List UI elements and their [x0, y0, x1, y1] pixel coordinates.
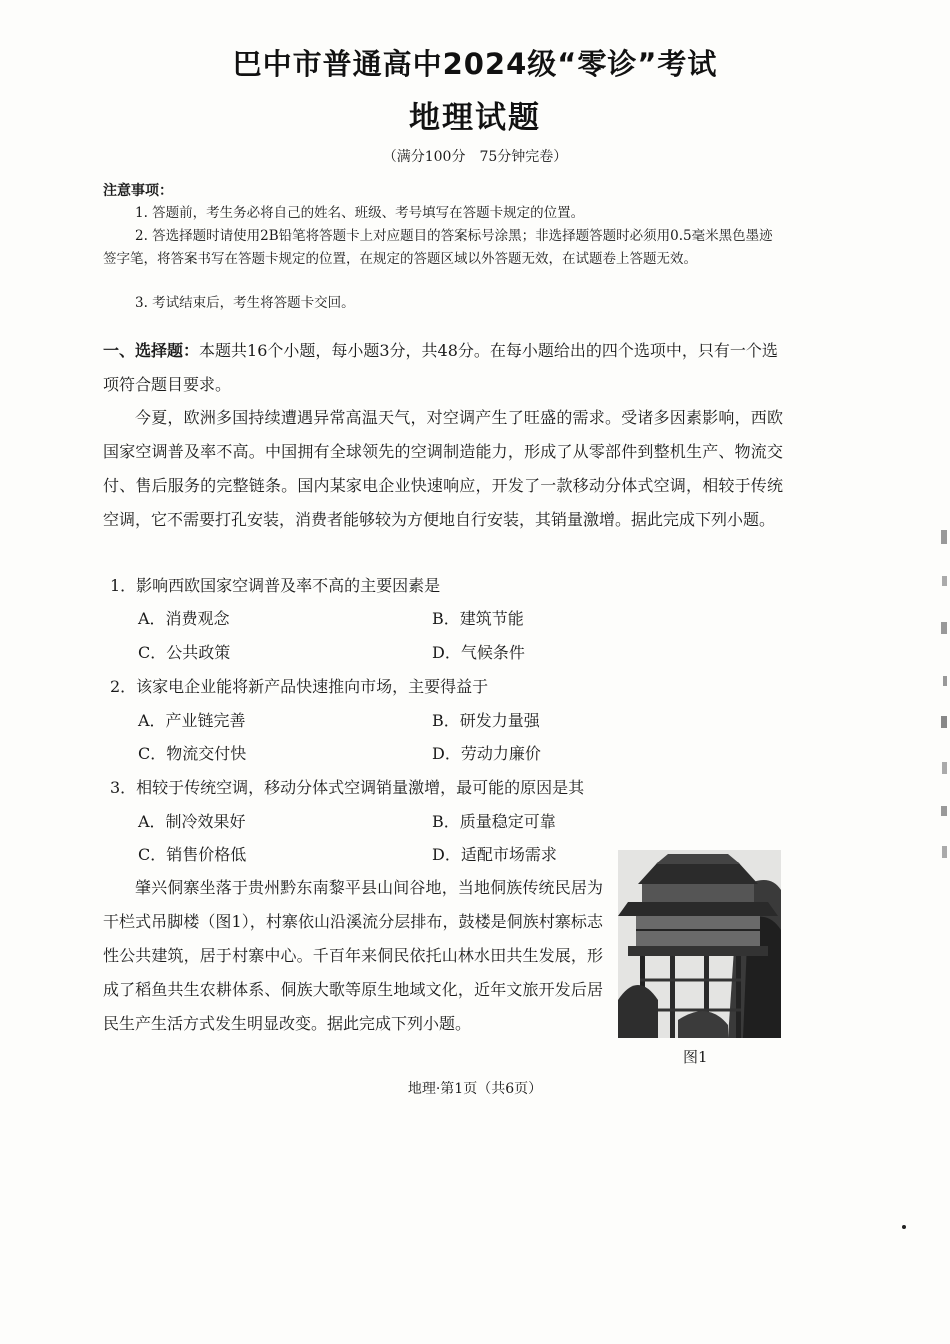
subject-title: 地理试题 — [409, 100, 541, 136]
q1-option-a: A．消费观念 — [138, 609, 230, 628]
q3-option-c: C．销售价格低 — [138, 845, 247, 864]
q2-option-a: A．产业链完善 — [138, 711, 246, 730]
passage-2: 肇兴侗寨坐落于贵州黔东南黎平县山间谷地，当地侗族传统民居为干栏式吊脚楼（图1），村寨依山沿溪流分层排布，鼓楼是侗族村寨标志性公共建筑，居于村寨中心。千百年来侗民依托山林水田共生发展，形成了稻鱼共生农耕体系、侗族大歌等原生地域文化，近年文旅开发后居民生产生活方式发生明显改变。据此完成下列小题。 — [103, 878, 603, 1033]
q3-option-d: D．适配市场需求 — [432, 845, 557, 864]
margin-bleed-marks — [938, 530, 950, 860]
section-instructions: 本题共16个小题，每小题3分，共48分。在每小题给出的四个选项中，只有一个选项符合题目要求。 — [103, 341, 778, 394]
question-1: 1．影响西欧国家空调普及率不高的主要因素是 — [110, 576, 441, 595]
notice-item-2: 2. 答选择题时请使用2B铅笔将答题卡上对应题目的答案标号涂黑；非选择题答题时必须用0.5毫米黑色墨迹签字笔，将答案书写在答题卡规定的位置，在规定的答题区域以外答题无效，在试题卷上答题无效。 — [103, 228, 773, 267]
q1-option-c: C．公共政策 — [138, 643, 231, 662]
drum-tower-illustration — [618, 850, 781, 1038]
notice-item-1: 1. 答题前，考生务必将自己的姓名、班级、考号填写在答题卡规定的位置。 — [135, 205, 585, 221]
q2-option-b: B．研发力量强 — [432, 711, 540, 730]
figure-caption: 图1 — [683, 1048, 708, 1066]
q2-option-d: D．劳动力廉价 — [432, 744, 541, 763]
section-label: 一、选择题： — [103, 341, 200, 360]
drum-tower-photo — [618, 850, 781, 1038]
passage-1: 今夏，欧洲多国持续遭遇异常高温天气，对空调产生了旺盛的需求。受诸多因素影响，西欧国家空调普及率不高。中国拥有全球领先的空调制造能力，形成了从零部件到整机生产、物流交付、售后服务的完整链条。国内某家电企业快速响应，开发了一款移动分体式空调，相较于传统空调，它不需要打孔安装，消费者能够较为方便地自行安装，其销量激增。据此完成下列小题。 — [103, 408, 783, 529]
section-heading — [103, 334, 783, 402]
notice-heading: 注意事项： — [103, 183, 173, 199]
q2-option-c: C．物流交付快 — [138, 744, 247, 763]
exam-title: 巴中市普通高中2024级“零诊”考试 — [232, 47, 718, 81]
q1-option-d: D．气候条件 — [432, 643, 525, 662]
notice-item-3: 3. 考试结束后，考生将答题卡交回。 — [135, 295, 355, 311]
q3-option-b: B．质量稳定可靠 — [432, 812, 556, 831]
question-3: 3．相较于传统空调，移动分体式空调销量激增，最可能的原因是其 — [110, 778, 585, 797]
exam-info: （满分100分 75分钟完卷） — [382, 149, 568, 165]
page-footer: 地理·第1页（共6页） — [407, 1081, 543, 1097]
scan-speck — [902, 1225, 906, 1229]
q1-option-b: B．建筑节能 — [432, 609, 524, 628]
q3-option-a: A．制冷效果好 — [138, 812, 246, 831]
question-2: 2．该家电企业能将新产品快速推向市场，主要得益于 — [110, 677, 489, 696]
